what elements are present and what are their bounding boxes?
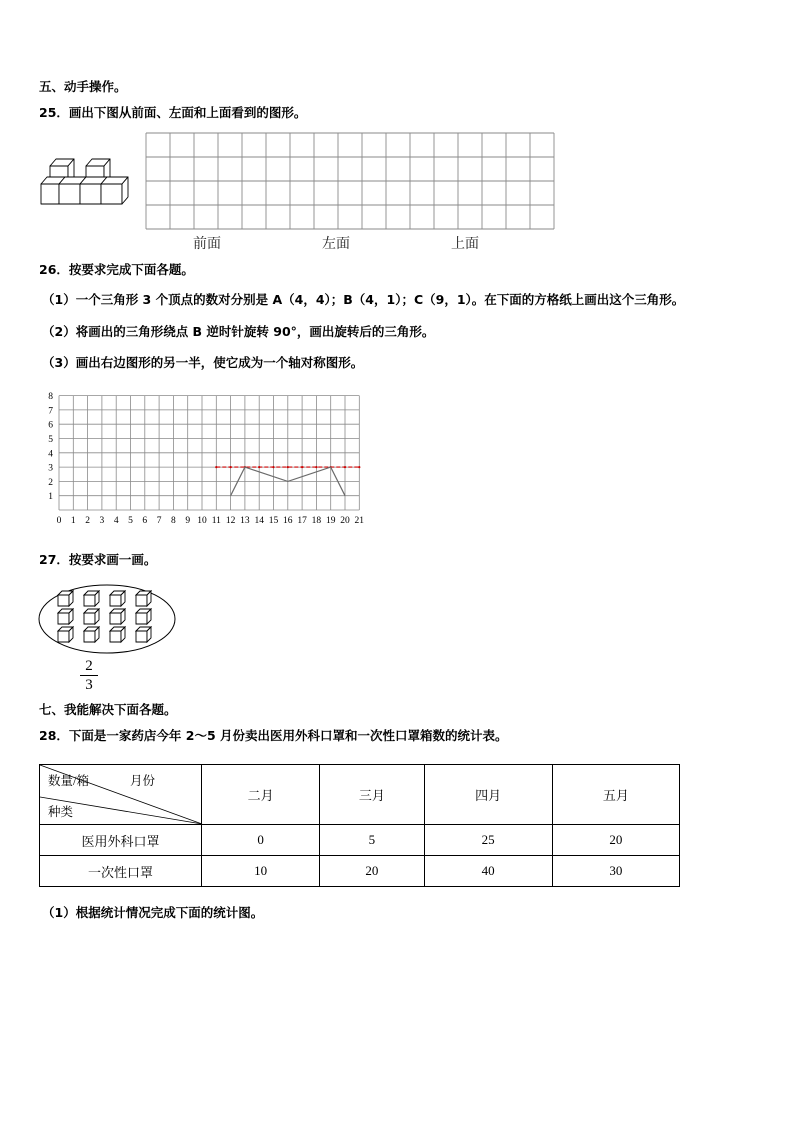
x-tick-label: 6 [142, 516, 148, 526]
x-tick-label: 12 [225, 516, 236, 526]
y-tick-label: 1 [48, 492, 53, 503]
table-cell: 20 [552, 825, 679, 856]
x-tick-label: 13 [240, 516, 250, 526]
x-tick-label: 7 [156, 516, 162, 526]
view-drawing-grid [146, 133, 554, 229]
x-tick-label: 1 [70, 516, 76, 526]
month-header: 三月 [320, 765, 424, 825]
table-corner-cell [40, 765, 202, 825]
x-tick-label: 4 [113, 516, 119, 526]
table-cell: 5 [320, 825, 424, 856]
table-cell: 30 [552, 856, 679, 887]
cube [84, 609, 99, 624]
month-header: 五月 [552, 765, 679, 825]
y-tick-label: 8 [48, 392, 53, 403]
view-label-top: 上面 [451, 237, 479, 252]
x-tick-label: 3 [99, 516, 105, 526]
cube [136, 627, 151, 642]
table-row [40, 856, 680, 887]
x-tick-label: 18 [311, 516, 322, 526]
x-tick-label: 17 [297, 516, 307, 526]
cube [58, 591, 73, 606]
question-28-sub-1: （1）根据统计情况完成下面的统计图。 [42, 905, 264, 920]
cube [58, 627, 73, 642]
question-26-item-3: （3）画出右边图形的另一半，使它成为一个轴对称图形。 [42, 355, 364, 370]
cube [84, 591, 99, 606]
month-header: 四月 [424, 765, 552, 825]
y-tick-label: 2 [48, 477, 53, 488]
table-row [40, 825, 680, 856]
x-tick-label: 8 [171, 516, 176, 526]
row-label: 一次性口罩 [40, 856, 202, 887]
fraction-denominator: 3 [85, 677, 93, 693]
corner-quantity-label: 数量/箱 [48, 774, 89, 788]
x-tick-label: 9 [185, 516, 191, 526]
question-26-item-2: （2）将画出的三角形绕点 B 逆时针旋转 90°，画出旋转后的三角形。 [42, 324, 435, 339]
y-tick-label: 3 [48, 463, 53, 474]
fraction [80, 658, 98, 693]
x-tick-label: 10 [197, 516, 207, 526]
corner-type-label: 种类 [48, 805, 74, 819]
row-label: 医用外科口罩 [40, 825, 202, 856]
corner-month-label: 月份 [130, 774, 156, 788]
cube [58, 609, 73, 624]
y-tick-label: 4 [48, 449, 53, 460]
table-cell: 20 [320, 856, 424, 887]
x-tick-label: 21 [354, 516, 365, 526]
cube [110, 591, 125, 606]
x-tick-label: 19 [325, 516, 336, 526]
table-cell: 0 [201, 825, 319, 856]
stats-table [39, 764, 680, 887]
cube [110, 627, 125, 642]
x-tick-label: 16 [283, 516, 293, 526]
x-tick-label: 20 [340, 516, 350, 526]
x-tick-label: 15 [268, 516, 279, 526]
view-label-front: 前面 [193, 237, 221, 252]
x-tick-label: 5 [128, 516, 133, 526]
table-cell: 25 [424, 825, 552, 856]
y-tick-label: 7 [48, 406, 53, 417]
section-title-7: 七、我能解决下面各题。 [39, 702, 177, 717]
section-title-5: 五、动手操作。 [39, 79, 127, 94]
y-tick-label: 5 [48, 435, 53, 445]
month-header: 二月 [201, 765, 319, 825]
question-26-text: 26．按要求完成下面各题。 [39, 262, 194, 277]
table-cell: 10 [201, 856, 319, 887]
table-cell: 40 [424, 856, 552, 887]
coordinate-grid [38, 390, 368, 530]
question-27-text: 27．按要求画一画。 [39, 552, 157, 567]
cube [84, 627, 99, 642]
table-header-row [40, 765, 680, 825]
cube-group-ellipse [38, 583, 178, 658]
cube [136, 591, 151, 606]
y-tick-label: 6 [48, 420, 53, 431]
x-tick-label: 2 [85, 516, 90, 526]
cube [110, 609, 125, 624]
fraction-numerator: 2 [85, 658, 93, 674]
x-tick-label: 14 [254, 516, 264, 526]
cube-stack-figure [38, 154, 134, 210]
view-label-left: 左面 [322, 237, 350, 252]
question-28-text: 28．下面是一家药店今年 2～5 月份卖出医用外科口罩和一次性口罩箱数的统计表。 [39, 728, 508, 743]
x-tick-label: 0 [56, 516, 62, 526]
question-25-text: 25．画出下图从前面、左面和上面看到的图形。 [39, 105, 307, 120]
x-tick-label: 11 [211, 516, 221, 526]
cube [136, 609, 151, 624]
question-26-item-1: （1）一个三角形 3 个顶点的数对分别是 A（4，4）；B（4，1）；C（9，1）。在下面的方格纸上画出这个三角形。 [42, 292, 685, 307]
